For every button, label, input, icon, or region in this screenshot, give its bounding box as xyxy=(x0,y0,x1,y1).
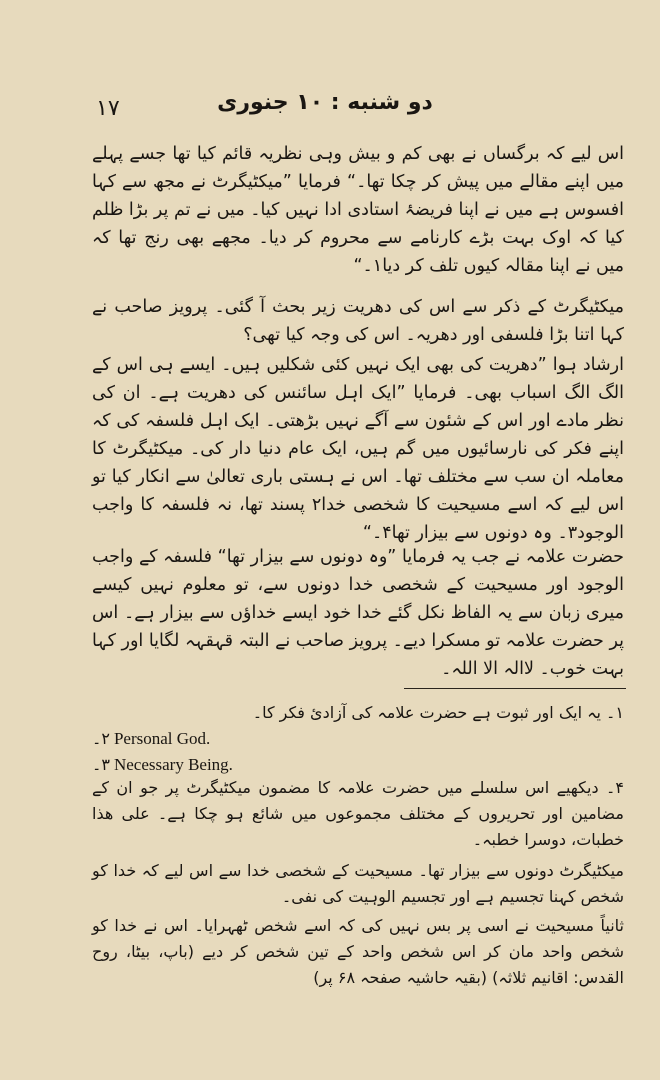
footnote-continuation-2 xyxy=(92,913,624,985)
page-number: ۱۷ xyxy=(96,96,120,121)
footnote-marker: ۳۔ xyxy=(92,755,110,774)
paragraph-text: حضرت علامہ نے جب یہ فرمایا ”وہ دونوں سے بیزار تھا“ فلسفہ کے واجب الوجود اور مسیحیت کے شخصی خدا دونوں سے، تو معلوم نہیں کیسے میری زبان سے یہ الفاظ نکل گئے خدا خود ایسے خداؤں سے بیزار ہے۔ اس پر حضرت علامہ تو مسکرا دیے۔ پرویز صاحب نے البتہ قہقہہ لگایا اور کہا بہت خوب۔ لاالہ الا اللہ۔ xyxy=(92,547,624,679)
footnote-continuation-1 xyxy=(92,858,624,913)
footnote-latin-text: Personal God. xyxy=(113,729,211,748)
footnote-text: ثانیاً مسیحیت نے اسی پر بس نہیں کی کہ اسے شخص ٹھہرایا۔ اس نے خدا کو شخص واحد مان کر اس شخص واحد کے تین شخص کر دیے (باپ، بیٹا، روح القدس: اقانیم ثلاثہ) (بقیہ حاشیہ صفحہ ۶۸ پر) xyxy=(92,916,624,987)
footnote-latin-text: Necessary Being. xyxy=(113,755,233,774)
paragraph-3 xyxy=(92,351,624,543)
footnote-2 xyxy=(92,726,624,752)
paragraph-text: اس لیے کہ برگساں نے بھی کم و بیش وہی نظریہ قائم کیا تھا جسے پہلے میں اپنے مقالے میں پیش کر چکا تھا۔“ فرمایا ”میکٹیگرٹ نے مجھ سے کہا افسوس ہے میں نے اپنا فریضۂ استادی ادا نہیں کیا۔ میں نے تم پر بڑا ظلم کیا کہ اوک بہت بڑے کارنامے سے محروم کر دیا۔ مجھے بھی رنج تھا کہ میں نے اپنا مقالہ کیوں تلف کر دیا۱۔“ xyxy=(92,144,624,276)
paragraph-text: ارشاد ہوا ”دھریت کی بھی ایک نہیں کئی شکلیں ہیں۔ ایسے ہی اس کے الگ الگ اسباب بھی۔ فرمایا ”ایک اہل سائنس کی دھریت ہے۔ ان کی نظر مادے اور اس کے شئون سے آگے نہیں بڑھتی۔ ایک اہل فلسفہ کی کہ اپنے فکر کی نارسائیوں میں گم ہیں، ایک عام دنیا دار کی۔ میکٹیگرٹ کا معاملہ ان سب سے مختلف تھا۔ اس نے ہستی باری تعالیٰ سے انکار کیا تو اس لیے کہ اسے مسیحیت کا شخصی خدا۲ پسند تھا، نہ فلسفہ کا واجب الوجود۳۔ وہ دونوں سے بیزار تھا۴۔“ xyxy=(92,355,624,543)
paragraph-1 xyxy=(92,140,624,285)
footnote-marker: ۲۔ xyxy=(92,729,110,748)
paragraph-2 xyxy=(92,293,624,351)
footnote-text: میکٹیگرٹ دونوں سے بیزار تھا۔ مسیحیت کے شخصی خدا سے اس لیے کہ خدا کو شخص کہنا تجسیم ہے اور تجسیم الوہیت کی نفی۔ xyxy=(92,861,624,906)
footnote-text: ۴۔ دیکھیے اس سلسلے میں حضرت علامہ کا مضمون میکٹیگرٹ پر جو ان کے مضامین اور تحریروں کے مختلف مجموعوں میں شائع ہو چکا ہے۔ علی ھذا خطبات، دوسرا خطبہ۔ xyxy=(92,778,624,849)
running-head: دو شنبه : ۱۰ جنوری xyxy=(217,90,433,115)
paragraph-4 xyxy=(92,543,624,685)
footnote-4 xyxy=(92,775,624,861)
paragraph-text: میکٹیگرٹ کے ذکر سے اس کی دھریت زیر بحث آ گئی۔ پرویز صاحب نے کہا اتنا بڑا فلسفی اور دھریہ۔ اس کی وجہ کیا تھی؟ xyxy=(92,297,624,345)
footnote-text: ۱۔ یہ ایک اور ثبوت ہے حضرت علامہ کی آزادیٔ فکر کا۔ xyxy=(252,703,624,722)
footnote-divider xyxy=(404,688,626,689)
footnote-1 xyxy=(92,700,624,726)
